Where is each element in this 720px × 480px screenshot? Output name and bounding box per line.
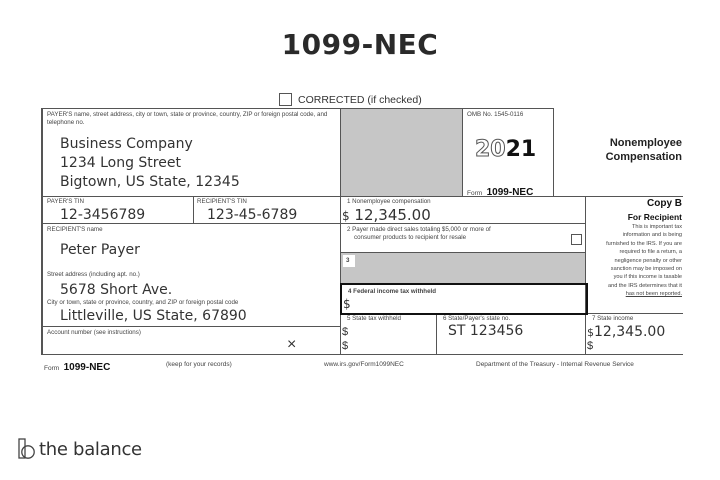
box-3: 3: [341, 253, 585, 283]
recipient-name-label: RECIPIENT'S name: [47, 226, 103, 233]
box-6-value[interactable]: ST 123456: [448, 323, 524, 339]
recipient-street[interactable]: 5678 Short Ave.: [60, 282, 173, 298]
payer-label: PAYER'S name, street address, city or town, state or province, country, ZIP or foreign postal code, and telephone no.: [47, 111, 328, 126]
box-4-label: 4 Federal income tax withheld: [348, 288, 437, 295]
box-7-value[interactable]: $12,345.00: [587, 324, 666, 340]
box-6-label: 6 State/Payer's state no.: [443, 315, 511, 322]
account-label: Account number (see instructions): [47, 329, 141, 336]
corrected-checkbox-row[interactable]: [279, 93, 422, 106]
payer-tin-label: PAYER'S TIN: [47, 198, 84, 205]
recipient-tin[interactable]: 123-45-6789: [207, 207, 298, 223]
box-5-currency-1[interactable]: $: [342, 326, 349, 338]
payer-city[interactable]: Bigtown, US State, 12345: [60, 174, 240, 190]
footer-keep: (keep for your records): [166, 361, 232, 368]
payer-name[interactable]: Business Company: [60, 136, 193, 152]
footer-form-name: Form 1099-NEC: [44, 362, 111, 373]
recipient-city[interactable]: Littleville, US State, 67890: [60, 308, 247, 324]
tax-year-outline: 20: [475, 137, 506, 162]
box-4-currency: $: [343, 297, 351, 311]
page-title: 1099-NEC: [281, 28, 439, 61]
brand-name: the balance: [39, 438, 142, 460]
footer-dept: Department of the Treasury - Internal Revenue Service: [476, 361, 634, 368]
recipient-city-label: City or town, state or province, country, and ZIP or foreign postal code: [47, 299, 239, 306]
payer-street[interactable]: 1234 Long Street: [60, 155, 181, 171]
omb-number: OMB No. 1545-0116: [467, 111, 524, 118]
box-5-currency-2[interactable]: $: [342, 340, 349, 352]
box-1-value[interactable]: $ 12,345.00: [342, 206, 431, 224]
box-2-label: 2 Payer made direct sales totaling $5,000 or more of consumer products to recipient for resale: [347, 226, 491, 241]
recipient-name[interactable]: Peter Payer: [60, 242, 140, 258]
recipient-street-label: Street address (including apt. no.): [47, 271, 140, 278]
balance-logo-icon: [18, 438, 36, 460]
copy-b-title: Copy B: [647, 198, 682, 209]
tax-year-bold: 21: [505, 137, 537, 162]
box-4-federal-tax[interactable]: [340, 283, 588, 315]
corrected-label: CORRECTED (if checked): [298, 93, 422, 106]
footer-url[interactable]: www.irs.gov/Form1099NEC: [324, 361, 404, 368]
box-7-currency-2[interactable]: $: [587, 340, 594, 352]
box-5-label: 5 State tax withheld: [347, 315, 402, 322]
recipient-tin-label: RECIPIENT'S TIN: [197, 198, 247, 205]
box-7-label: 7 State income: [592, 315, 634, 322]
account-x-mark: ×: [287, 336, 297, 353]
corrected-checkbox[interactable]: [279, 93, 292, 106]
box-1-label: 1 Nonemployee compensation: [347, 198, 431, 205]
gray-shaded-area: [341, 109, 462, 196]
copy-b-notice: This is important tax information and is being furnished to the IRS. If you are required to file a return, a negligence penalty or other sanction may be imposed on you if this income is taxable and the IRS determines that it has not been reported.: [606, 224, 682, 298]
brand-logo: [18, 438, 142, 460]
form-title: Nonemployee Compensation: [605, 137, 682, 163]
tax-year: [475, 137, 536, 162]
box-2-checkbox[interactable]: [571, 234, 582, 245]
payer-tin[interactable]: 12-3456789: [60, 207, 146, 223]
omb-form-name: Form 1099-NEC: [467, 187, 534, 198]
copy-b-subtitle: For Recipient: [627, 212, 682, 222]
